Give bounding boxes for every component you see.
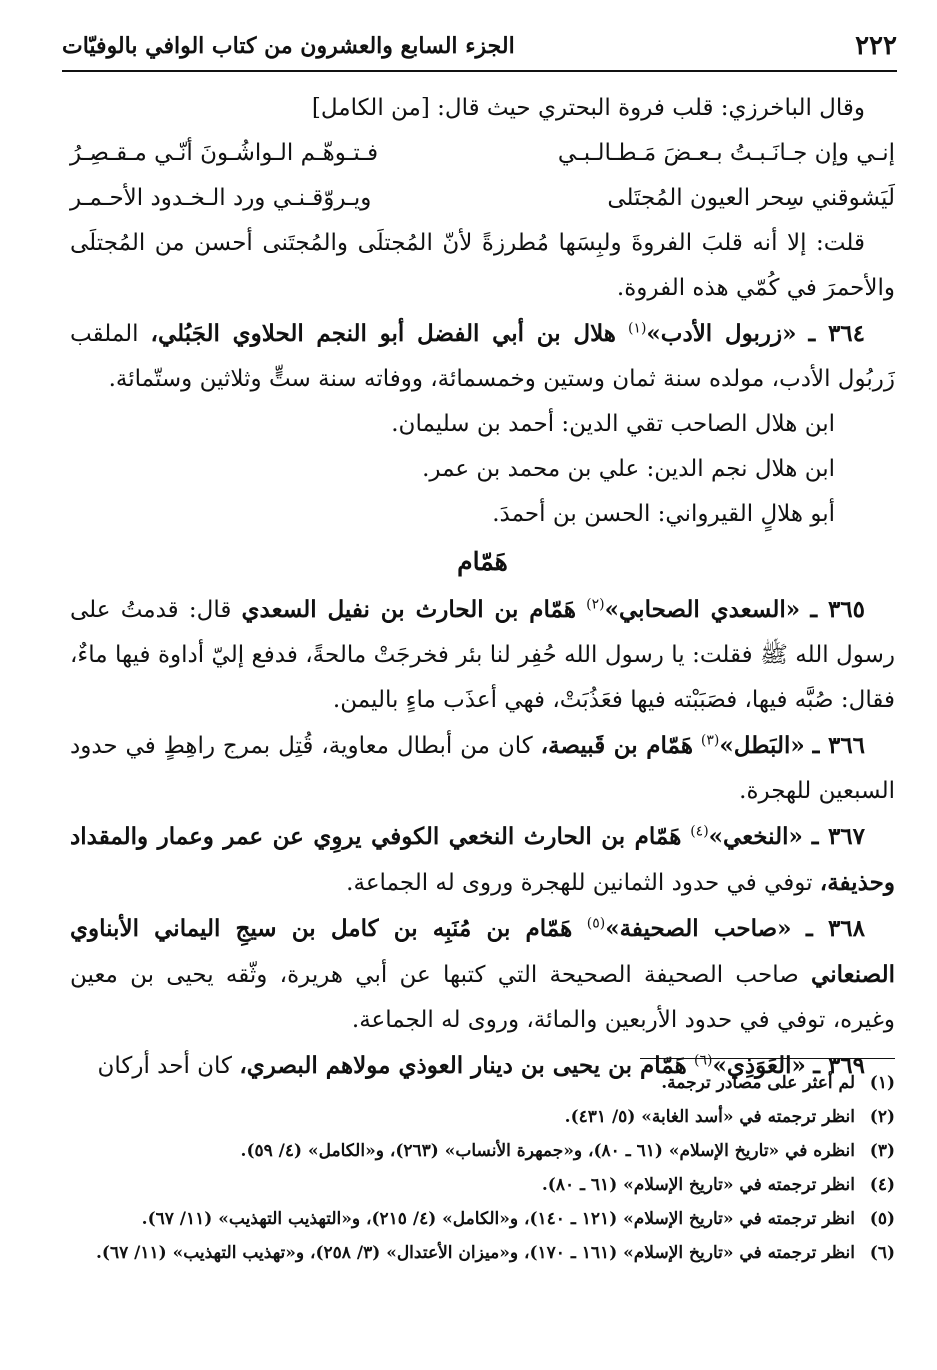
verse-hemistich-first: لَيَشوقني سِحر العيون المُجتَلى <box>607 185 895 211</box>
footnote-number: (١) <box>869 1073 895 1093</box>
entry-364 <box>70 311 895 402</box>
entry-nickname: «العَوَذِي» <box>712 1052 806 1079</box>
footnote-item <box>70 1066 895 1100</box>
verse-line <box>70 131 895 176</box>
footnote-number: (٢) <box>869 1107 895 1127</box>
entry-number: ٣٦٦ ـ <box>812 732 866 759</box>
footnote-number: (٤) <box>869 1175 895 1195</box>
footnote-item <box>70 1168 895 1202</box>
entry-name: هَمّام بن الحارث النخعي الكوفي يروِي عن عمر وعمار والمقداد وحذيفة، <box>70 823 895 896</box>
footnote-marker[interactable]: (٥) <box>586 915 606 932</box>
entry-nickname: «زربول الأدب» <box>646 320 797 347</box>
footnote-item <box>70 1236 895 1270</box>
footnote-item <box>70 1100 895 1134</box>
entry-name: هَمّام بن الحارث بن نفيل السعدي <box>241 596 576 623</box>
cross-reference: أبو هلالٍ القيرواني: الحسن بن أحمدَ. <box>492 501 835 527</box>
author-comment: قلت: إلا أنه قلبَ الفروةَ ولبِسَها مُطرزةً لأنّ المُجتلَى والمُجتَنى أحسن من المُجتلَى والأحمرَ في كُمّي هذه الفروة. <box>70 230 895 301</box>
footnote-marker[interactable]: (٢) <box>586 596 605 613</box>
footnote-divider <box>640 1058 895 1059</box>
entry-name: هَمّام بن يحيى بن دينار العوذي مولاهم البصري، <box>239 1052 687 1079</box>
entry-name: هَمّام بن قَبيصة، <box>540 732 693 759</box>
page-number: ٢٢٢ <box>855 31 897 61</box>
entry-text: كان أحد أركان <box>97 1053 233 1079</box>
footnote-text: انظره في «تاريخ الإسلام» (٦١ ـ ٨٠)، و«جمهرة الأنساب» (٢٦٣)، و«الكامل» (٤/ ٥٩). <box>240 1141 855 1161</box>
footnote-text: انظر ترجمته في «تاريخ الإسلام» (٦١ ـ ٨٠). <box>541 1175 855 1195</box>
verse-hemistich-first: إنـي وإن جـانَـبـتُ بـعـضَ مَـطـالـبـي <box>557 140 895 166</box>
entry-name: هلال بن أبي الفضل أبو النجم الحلاوي الجَبُلي، <box>150 320 616 347</box>
entry-366 <box>70 723 895 814</box>
footnote-text: انظر ترجمته في «أسد الغابة» (٥/ ٤٣١). <box>564 1107 855 1127</box>
footnote-text: انظر ترجمته في «تاريخ الإسلام» (١٦١ ـ ١٧٠)، و«ميزان الأعتدال» (٣/ ٢٥٨)، و«تهذيب التهذيب» (١١/ ٦٧). <box>95 1243 855 1263</box>
cross-reference: ابن هلال نجم الدين: علي بن محمد بن عمر. <box>422 456 835 482</box>
entry-text: كان من أبطال معاوية، قُتِل بمرج راهِطٍ في حدود السبعين للهجرة. <box>70 733 895 804</box>
entry-text: صاحب الصحيفة الصحيحة التي كتبها عن أبي هريرة، وثّقه يحيى بن معين وغيره، توفي في حدود الأربعين والمائة، وروى له الجماعة. <box>70 962 895 1033</box>
intro-line: وقال الباخرزي: قلب فروة البحتري حيث قال: [من الكامل] <box>311 95 865 121</box>
entry-nickname: «صاحب الصحيفة» <box>605 915 792 942</box>
entry-368 <box>70 906 895 1043</box>
entry-number: ٣٦٤ ـ <box>808 320 866 347</box>
entry-text: قال: قدمتُ على رسول الله ﷺ فقلت: يا رسول الله حُفِر لنا بئر فخرجَتْ مالحةً، فدفع إليّ أداوة فيها ماءٌ، فقال: صُبَّه فيها، فصَبَبْته فيها فعَذُبَتْ، فهي أعذَب ماءٍ باليمن. <box>70 597 895 713</box>
footnote-item <box>70 1134 895 1168</box>
entry-number: ٣٦٥ ـ <box>810 596 866 623</box>
cross-reference: ابن هلال الصاحب تقي الدين: أحمد بن سليمان. <box>391 411 835 437</box>
entry-number: ٣٦٧ ـ <box>811 823 866 850</box>
footnote-text: لم أعثر على مصادر ترجمة. <box>661 1073 855 1093</box>
footnote-marker[interactable]: (٣) <box>700 732 720 749</box>
footnotes <box>70 1066 895 1270</box>
footnote-item <box>70 1202 895 1236</box>
entry-text: توفي في حدود الثمانين للهجرة وروى له الجماعة. <box>346 870 813 896</box>
footnote-marker[interactable]: (١) <box>627 320 647 337</box>
verse-hemistich-second: ويـروّقـنـي ورد الـخـدود الأحـمـر <box>70 185 372 211</box>
entry-text: الملقب زَربُول الأدب، مولده سنة ثمان وستين وخمسمائة، ووفاته سنة ستٍّ وثلاثين وستّمائة. <box>70 321 895 392</box>
footnote-marker[interactable]: (٦) <box>694 1052 713 1069</box>
footnote-marker[interactable]: (٤) <box>690 823 709 840</box>
entry-nickname: «البَطل» <box>719 732 805 759</box>
entry-name: هَمّام بن مُنَبِه بن كامل بن سيجِ اليماني الأبناوي الصنعاني <box>70 915 895 988</box>
page-body <box>70 86 895 1089</box>
verse-hemistich-second: فـتـوهّـم الـواشُـونَ أنّـي مـقـصِـرُ <box>70 140 379 166</box>
entry-number: ٣٦٨ ـ <box>806 915 866 942</box>
entry-367 <box>70 814 895 906</box>
entry-nickname: «السعدي الصحابي» <box>604 596 801 623</box>
footnote-number: (٣) <box>869 1141 895 1161</box>
footnote-number: (٥) <box>869 1209 895 1229</box>
section-heading: هَمّام <box>457 547 508 576</box>
running-header <box>62 22 897 72</box>
footnote-text: انظر ترجمته في «تاريخ الإسلام» (١٢١ ـ ١٤٠)، و«الكامل» (٤/ ٢١٥)، و«التهذيب التهذيب» (١١/ ٦٧). <box>141 1209 855 1229</box>
book-title: الجزء السابع والعشرون من كتاب الوافي بالوفيّات <box>62 33 515 59</box>
entry-365 <box>70 587 895 723</box>
verse-line <box>70 176 895 221</box>
entry-nickname: «النخعي» <box>708 823 803 850</box>
entry-number: ٣٦٩ ـ <box>813 1052 865 1079</box>
footnote-number: (٦) <box>869 1243 895 1263</box>
